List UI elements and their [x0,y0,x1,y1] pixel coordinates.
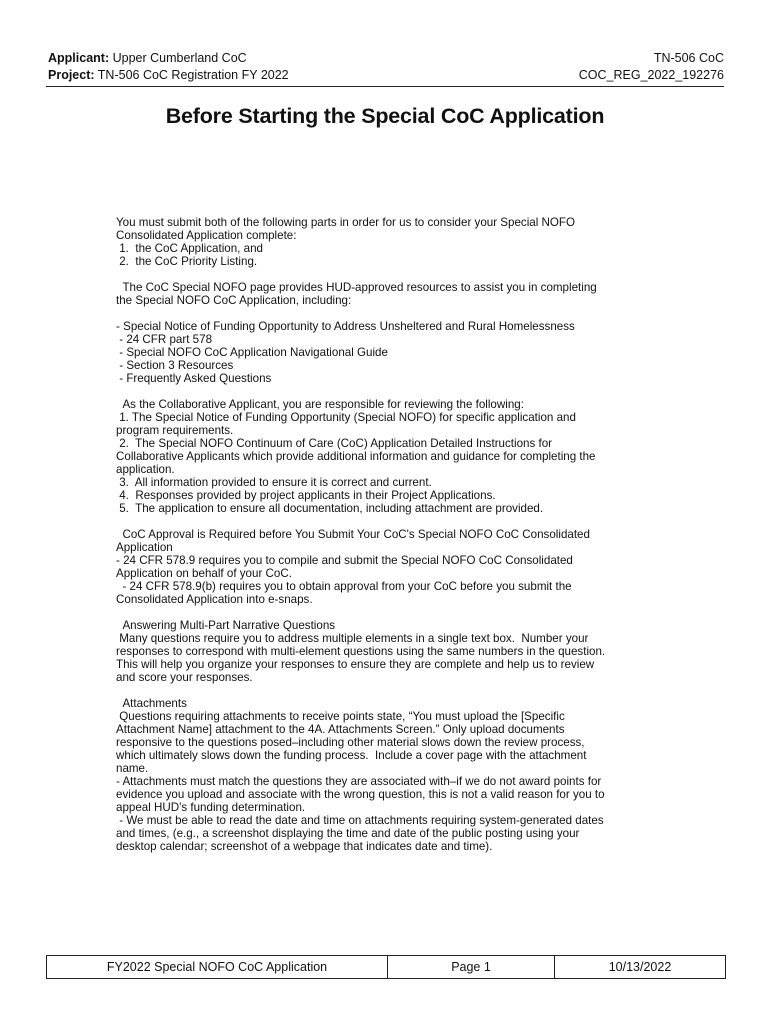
text-line: Consolidated Application complete: [116,229,297,242]
text-line: 2. The Special NOFO Continuum of Care (CoC) Application Detailed Instructions for [116,437,553,450]
text-line: - 24 CFR part 578 [116,333,213,346]
text-line: - Special NOFO CoC Application Navigational Guide [116,346,388,359]
text-line: - 24 CFR 578.9(b) requires you to obtain approval from your CoC before you submit the [116,580,572,593]
text-line: program requirements. [116,424,234,437]
section-gap [116,385,661,398]
text-line: desktop calendar; screenshot of a webpage that indicates date and time). [116,840,493,853]
text-line: 2. the CoC Priority Listing. [116,255,258,268]
text-line: and score your responses. [116,671,253,684]
section-intro [116,216,661,268]
text-line: This will help you organize your responses to ensure they are complete and help us to review [116,658,595,671]
text-line: Many questions require you to address multiple elements in a single text box. Number your [116,632,589,645]
text-line: appeal HUD's funding determination. [116,801,306,814]
coc-id: TN-506 CoC [653,51,724,65]
text-line: 1. the CoC Application, and [116,242,263,255]
section-gap [116,515,661,528]
text-line: Answering Multi-Part Narrative Questions [116,619,336,632]
text-line: the Special NOFO CoC Application, including: [116,294,352,307]
header-divider [46,86,724,87]
page-title: Before Starting the Special CoC Application [165,104,605,128]
text-line: - We must be able to read the date and time on attachments requiring system-generated dates [116,814,604,827]
text-line: responsive to the questions posed–including other material slows down the review process, [116,736,585,749]
text-line: name. [116,762,149,775]
text-line: 3. All information provided to ensure it is correct and current. [116,476,432,489]
header-row-project [48,67,724,84]
text-line: - Section 3 Resources [116,359,234,372]
text-line: You must submit both of the following parts in order for us to consider your Special NOFO [116,216,576,229]
section-gap [116,268,661,281]
text-line: - Frequently Asked Questions [116,372,272,385]
applicant-value: Upper Cumberland CoC [112,51,247,65]
text-line: Attachment Name] attachment to the 4A. Attachments Screen.” Only upload documents [116,723,565,736]
footer-page-number: Page 1 [388,956,555,978]
text-line: evidence you upload and associate with the wrong question, this is not a valid reason for you to [116,788,605,801]
footer-app-name: FY2022 Special NOFO CoC Application [47,956,388,978]
text-line: 5. The application to ensure all documentation, including attachment are provided. [116,502,544,515]
text-line: Questions requiring attachments to receive points state, “You must upload the [Specific [116,710,565,723]
text-line: CoC Approval is Required before You Submit Your CoC's Special NOFO CoC Consolidated [116,528,590,541]
applicant-label: Applicant: [48,51,110,65]
project-value: TN-506 CoC Registration FY 2022 [97,68,289,82]
page-header [48,50,724,84]
text-line: Application [116,541,173,554]
text-line: which ultimately slows down the funding process. Include a cover page with the attachment [116,749,587,762]
text-line: application. [116,463,175,476]
page-footer [46,955,726,979]
header-row-applicant [48,50,724,67]
project-label: Project: [48,68,95,82]
text-line: - Special Notice of Funding Opportunity to Address Unsheltered and Rural Homelessness [116,320,575,333]
registration-id: COC_REG_2022_192276 [578,68,724,82]
section-gap [116,307,661,320]
text-line: As the Collaborative Applicant, you are responsible for reviewing the following: [116,398,524,411]
footer-date: 10/13/2022 [608,960,672,974]
section-responsibilities [116,398,661,515]
text-line: Collaborative Applicants which provide additional information and guidance for completing the [116,450,596,463]
text-line: responses to correspond with multi-element questions using the same numbers in the question. [116,645,606,658]
section-gap [116,606,661,619]
project-info [48,67,289,84]
text-line: - Attachments must match the questions they are associated with–if we do not award points for [116,775,602,788]
text-line: Attachments [116,697,187,710]
text-line: Application on behalf of your CoC. [116,567,292,580]
text-line: - 24 CFR 578.9 requires you to compile and submit the Special NOFO CoC Consolidated [116,554,573,567]
document-body [116,216,661,853]
section-approval [116,528,661,606]
section-gap [116,684,661,697]
text-line: and times, (e.g., a screenshot displaying the time and date of the public posting using your [116,827,580,840]
section-resource-list [116,320,661,385]
text-line: Consolidated Application into e-snaps. [116,593,313,606]
text-line: The CoC Special NOFO page provides HUD-approved resources to assist you in completing [116,281,597,294]
applicant-info [48,50,247,67]
section-narrative [116,619,661,684]
text-line: 1. The Special Notice of Funding Opportunity (Special NOFO) for specific application and [116,411,576,424]
section-resources [116,281,661,307]
text-line: 4. Responses provided by project applicants in their Project Applications. [116,489,496,502]
section-attachments [116,697,661,853]
